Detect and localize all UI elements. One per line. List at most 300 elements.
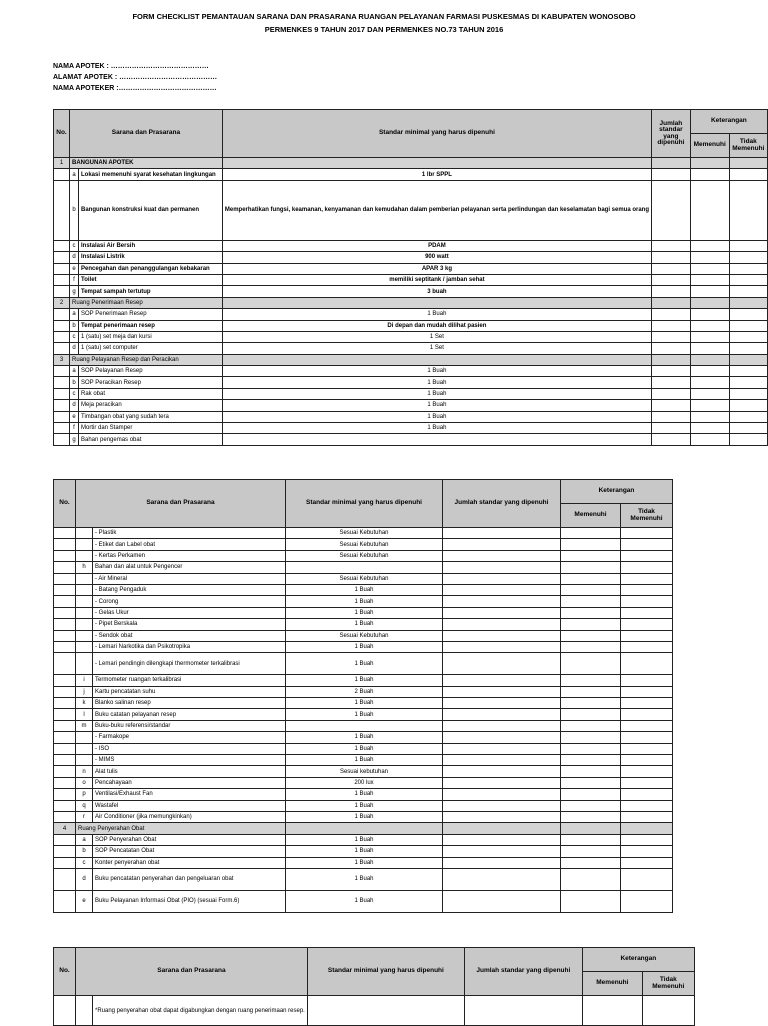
row-number — [54, 743, 76, 754]
table-row — [54, 274, 768, 285]
tidak-memenuhi-cell — [729, 274, 767, 285]
row-number — [54, 331, 70, 342]
jumlah-cell — [652, 411, 691, 422]
jumlah-cell — [652, 320, 691, 331]
header-standar: Standar minimal yang harus dipenuhi — [286, 480, 443, 528]
jumlah-cell — [443, 698, 561, 709]
empty-cell — [729, 158, 767, 169]
row-letter: d — [69, 400, 78, 411]
row-letter: d — [76, 868, 93, 890]
memenuhi-cell — [561, 698, 621, 709]
table-row — [54, 607, 673, 618]
tidak-memenuhi-cell — [729, 286, 767, 297]
nama-apotek-field: NAMA APOTEK : …………………………………… — [53, 63, 209, 70]
row-letter: i — [76, 675, 93, 686]
standard-value: 1 Buah — [286, 698, 443, 709]
table-row — [54, 180, 768, 240]
jumlah-cell — [443, 596, 561, 607]
memenuhi-cell — [561, 732, 621, 743]
empty-cell — [652, 158, 691, 169]
row-number — [54, 584, 76, 595]
row-number — [54, 252, 70, 263]
memenuhi-cell — [561, 550, 621, 561]
alamat-apotek-field: ALAMAT APOTEK : …………………………………… — [53, 74, 218, 81]
section-row — [54, 158, 768, 169]
section-label: Ruang Pelayanan Resep dan Peracikan — [69, 354, 222, 365]
memenuhi-cell — [690, 180, 729, 240]
item-label: Timbangan obat yang sudah tera — [79, 411, 223, 422]
tidak-memenuhi-cell — [621, 755, 673, 766]
empty-cell — [690, 297, 729, 308]
memenuhi-cell — [690, 411, 729, 422]
row-number — [54, 996, 76, 1026]
tidak-memenuhi-cell — [621, 800, 673, 811]
row-letter — [76, 743, 93, 754]
item-label: Mortir dan Stamper — [79, 423, 223, 434]
table-row — [54, 573, 673, 584]
tidak-memenuhi-cell — [729, 263, 767, 274]
memenuhi-cell — [561, 743, 621, 754]
row-number — [54, 607, 76, 618]
item-label: Lokasi memenuhi syarat kesehatan lingkungan — [79, 169, 223, 180]
row-number — [54, 834, 76, 845]
header-standar: Standar minimal yang harus dipenuhi — [307, 948, 464, 996]
memenuhi-cell — [561, 562, 621, 573]
row-number — [54, 309, 70, 320]
jumlah-cell — [443, 686, 561, 697]
row-letter: c — [69, 240, 78, 251]
standard-value: Sesuai Kebutuhan — [286, 528, 443, 539]
row-number — [54, 686, 76, 697]
standard-value: 1 Buah — [286, 800, 443, 811]
row-letter — [76, 630, 93, 641]
standard-value: memiliki septitank / jamban sehat — [222, 274, 651, 285]
item-label: SOP Penerimaan Resep — [79, 309, 223, 320]
table-row — [54, 811, 673, 822]
jumlah-cell — [443, 811, 561, 822]
row-number — [54, 423, 70, 434]
standard-value: Memperhatikan fungsi, keamanan, kenyamanan dan kemudahan dalam pemberian pelayanan serta perlindungan dan keselamatan bagi semua orang — [222, 180, 651, 240]
memenuhi-cell — [561, 846, 621, 857]
tidak-memenuhi-cell — [729, 343, 767, 354]
row-letter — [76, 584, 93, 595]
row-number — [54, 263, 70, 274]
empty-cell — [222, 354, 651, 365]
row-number — [54, 240, 70, 251]
tidak-memenuhi-cell — [729, 377, 767, 388]
row-number — [54, 800, 76, 811]
item-label: Pencahayaan — [93, 777, 286, 788]
standard-value: 1 Buah — [222, 366, 651, 377]
item-label: Ventilasi/Exhaust Fan — [93, 789, 286, 800]
row-letter: b — [76, 846, 93, 857]
empty-cell — [652, 297, 691, 308]
section-row — [54, 297, 768, 308]
header-memenuhi: Memenuhi — [582, 972, 642, 996]
row-number — [54, 868, 76, 890]
memenuhi-cell — [690, 320, 729, 331]
jumlah-cell — [652, 388, 691, 399]
item-label: - Kertas Perkamen — [93, 550, 286, 561]
jumlah-cell — [443, 584, 561, 595]
row-number — [54, 890, 76, 912]
header-keterangan: Keterangan — [582, 948, 694, 972]
row-letter: c — [76, 857, 93, 868]
standard-value — [286, 720, 443, 731]
standard-value: 1 Buah — [286, 732, 443, 743]
section-row — [54, 823, 673, 834]
table-row — [54, 732, 673, 743]
row-number — [54, 366, 70, 377]
row-number — [54, 550, 76, 561]
tidak-memenuhi-cell — [621, 596, 673, 607]
table-row — [54, 411, 768, 422]
table-row — [54, 686, 673, 697]
standard-value: 200 lux — [286, 777, 443, 788]
standard-value: 1 Buah — [222, 388, 651, 399]
item-label: Bahan dan alat untuk Pengencer — [93, 562, 286, 573]
item-label: - Sendok obat — [93, 630, 286, 641]
table-row — [54, 377, 768, 388]
jumlah-cell — [443, 743, 561, 754]
table-row — [54, 868, 673, 890]
table-row — [54, 596, 673, 607]
row-letter: b — [69, 180, 78, 240]
memenuhi-cell — [561, 811, 621, 822]
standard-value: 1 Buah — [286, 834, 443, 845]
jumlah-cell — [443, 857, 561, 868]
standard-value: 1 Buah — [286, 890, 443, 912]
jumlah-cell — [464, 996, 582, 1026]
row-number — [54, 180, 70, 240]
row-letter — [76, 550, 93, 561]
tidak-memenuhi-cell — [729, 309, 767, 320]
standard-value: 1 Buah — [286, 675, 443, 686]
row-letter: d — [69, 252, 78, 263]
standard-value: 1 Buah — [286, 811, 443, 822]
standard-value: 1 Buah — [286, 868, 443, 890]
tidak-memenuhi-cell — [621, 709, 673, 720]
jumlah-cell — [652, 274, 691, 285]
standard-value: Sesuai kebutuhan — [286, 766, 443, 777]
jumlah-cell — [443, 732, 561, 743]
row-letter — [76, 755, 93, 766]
row-letter: a — [76, 834, 93, 845]
row-letter: l — [76, 709, 93, 720]
table-row — [54, 528, 673, 539]
item-label: Rak obat — [79, 388, 223, 399]
item-label: Tempat penerimaan resep — [79, 320, 223, 331]
tidak-memenuhi-cell — [621, 777, 673, 788]
item-label: - Corong — [93, 596, 286, 607]
jumlah-cell — [652, 377, 691, 388]
tidak-memenuhi-cell — [621, 868, 673, 890]
tidak-memenuhi-cell — [621, 584, 673, 595]
jumlah-cell — [652, 400, 691, 411]
memenuhi-cell — [561, 653, 621, 675]
item-label: - Air Mineral — [93, 573, 286, 584]
item-label: Pencegahan dan penanggulangan kebakaran — [79, 263, 223, 274]
memenuhi-cell — [561, 641, 621, 652]
header-sarana: Sarana dan Prasarana — [76, 948, 308, 996]
item-label: - MIMS — [93, 755, 286, 766]
standard-value: 1 Buah — [286, 596, 443, 607]
tidak-memenuhi-cell — [642, 996, 694, 1026]
standard-value: 1 Buah — [286, 789, 443, 800]
item-label: Air Conditioner (jika memungkinkan) — [93, 811, 286, 822]
table-row — [54, 366, 768, 377]
memenuhi-cell — [561, 630, 621, 641]
row-letter: c — [69, 331, 78, 342]
tidak-memenuhi-cell — [621, 766, 673, 777]
row-letter: r — [76, 811, 93, 822]
standard-value — [307, 996, 464, 1026]
table-row — [54, 619, 673, 630]
row-number — [54, 766, 76, 777]
tidak-memenuhi-cell — [621, 720, 673, 731]
row-number — [54, 630, 76, 641]
table-row — [54, 834, 673, 845]
item-label: - Gelas Ukur — [93, 607, 286, 618]
jumlah-cell — [443, 619, 561, 630]
memenuhi-cell — [690, 423, 729, 434]
tidak-memenuhi-cell — [729, 423, 767, 434]
standard-value: 1 Buah — [286, 619, 443, 630]
item-label: Buku Pelayanan Informasi Obat (PIO) (sesuai Form.6) — [93, 890, 286, 912]
memenuhi-cell — [690, 377, 729, 388]
item-label: Bahan pengemas obat — [79, 434, 223, 445]
item-label: SOP Pencatatan Obat — [93, 846, 286, 857]
tidak-memenuhi-cell — [621, 619, 673, 630]
section-label: Ruang Penerimaan Resep — [69, 297, 222, 308]
jumlah-cell — [443, 777, 561, 788]
tidak-memenuhi-cell — [621, 607, 673, 618]
memenuhi-cell — [561, 857, 621, 868]
row-number — [54, 320, 70, 331]
standard-value: 1 Buah — [286, 607, 443, 618]
row-number: 2 — [54, 297, 70, 308]
item-label: SOP Peracikan Resep — [79, 377, 223, 388]
table-row — [54, 320, 768, 331]
empty-cell — [729, 297, 767, 308]
row-letter — [76, 619, 93, 630]
table-row — [54, 653, 673, 675]
row-number — [54, 720, 76, 731]
empty-cell — [222, 158, 651, 169]
row-letter: e — [76, 890, 93, 912]
row-letter: f — [69, 423, 78, 434]
table-row — [54, 388, 768, 399]
table-row — [54, 434, 768, 445]
row-letter — [76, 607, 93, 618]
standard-value: 1 Set — [222, 343, 651, 354]
document-subtitle: PERMENKES 9 TAHUN 2017 DAN PERMENKES NO.73 TAHUN 2016 — [264, 25, 504, 34]
jumlah-cell — [443, 630, 561, 641]
tidak-memenuhi-cell — [621, 686, 673, 697]
row-letter — [76, 641, 93, 652]
memenuhi-cell — [690, 434, 729, 445]
row-letter: h — [76, 562, 93, 573]
jumlah-cell — [652, 180, 691, 240]
tidak-memenuhi-cell — [729, 366, 767, 377]
jumlah-cell — [652, 263, 691, 274]
jumlah-cell — [652, 252, 691, 263]
empty-cell — [443, 823, 561, 834]
table-row — [54, 630, 673, 641]
item-label: Termometer ruangan terkalibrasi — [93, 675, 286, 686]
table-row — [54, 800, 673, 811]
item-label: - Lemari pendingin dilengkapi thermometer terkalibrasi — [93, 653, 286, 675]
memenuhi-cell — [561, 789, 621, 800]
jumlah-cell — [443, 709, 561, 720]
standard-value: 1 Set — [222, 331, 651, 342]
row-number — [54, 732, 76, 743]
row-number — [54, 755, 76, 766]
row-letter: j — [76, 686, 93, 697]
standard-value: 1 Buah — [286, 641, 443, 652]
standard-value: 1 Buah — [286, 584, 443, 595]
memenuhi-cell — [561, 584, 621, 595]
table-row — [54, 539, 673, 550]
row-letter: n — [76, 766, 93, 777]
memenuhi-cell — [561, 573, 621, 584]
row-number — [54, 653, 76, 675]
standard-value: 2 Buah — [286, 686, 443, 697]
memenuhi-cell — [690, 169, 729, 180]
standard-value: 1 Buah — [286, 709, 443, 720]
row-number — [54, 274, 70, 285]
jumlah-cell — [443, 846, 561, 857]
table-row — [54, 550, 673, 561]
row-letter: m — [76, 720, 93, 731]
row-number — [54, 400, 70, 411]
header-no: No. — [54, 948, 76, 996]
header-tidak-memenuhi: Tidak Memenuhi — [642, 972, 694, 996]
tidak-memenuhi-cell — [621, 539, 673, 550]
row-number — [54, 641, 76, 652]
item-label: - ISO — [93, 743, 286, 754]
table-row — [54, 996, 695, 1026]
row-number — [54, 619, 76, 630]
jumlah-cell — [443, 607, 561, 618]
row-letter — [76, 528, 93, 539]
table-row — [54, 641, 673, 652]
tidak-memenuhi-cell — [621, 890, 673, 912]
row-letter: a — [69, 169, 78, 180]
table-row — [54, 400, 768, 411]
tidak-memenuhi-cell — [729, 320, 767, 331]
header-memenuhi: Memenuhi — [561, 504, 621, 528]
tidak-memenuhi-cell — [621, 846, 673, 857]
row-letter: k — [76, 698, 93, 709]
table-row — [54, 263, 768, 274]
memenuhi-cell — [561, 890, 621, 912]
header-no: No. — [54, 110, 70, 158]
row-letter — [76, 732, 93, 743]
table-row — [54, 720, 673, 731]
row-letter: p — [76, 789, 93, 800]
item-label: SOP Pelayanan Resep — [79, 366, 223, 377]
memenuhi-cell — [690, 252, 729, 263]
row-number: 3 — [54, 354, 70, 365]
tidak-memenuhi-cell — [621, 743, 673, 754]
empty-cell — [222, 297, 651, 308]
table-row — [54, 777, 673, 788]
table-row — [54, 252, 768, 263]
jumlah-cell — [652, 286, 691, 297]
item-label: Tempat sampah tertutup — [79, 286, 223, 297]
tidak-memenuhi-cell — [729, 169, 767, 180]
memenuhi-cell — [582, 996, 642, 1026]
row-number: 4 — [54, 823, 76, 834]
row-number — [54, 596, 76, 607]
memenuhi-cell — [690, 286, 729, 297]
table-row — [54, 698, 673, 709]
row-number — [54, 789, 76, 800]
table-row — [54, 584, 673, 595]
table-row — [54, 846, 673, 857]
standard-value: Sesuai Kebutuhan — [286, 573, 443, 584]
tidak-memenuhi-cell — [621, 562, 673, 573]
jumlah-cell — [443, 800, 561, 811]
row-number — [54, 846, 76, 857]
empty-cell — [621, 823, 673, 834]
memenuhi-cell — [690, 343, 729, 354]
section-label: Ruang Penyerahan Obat — [76, 823, 286, 834]
jumlah-cell — [443, 562, 561, 573]
tidak-memenuhi-cell — [729, 252, 767, 263]
item-label: Buku pencatatan penyerahan dan pengeluaran obat — [93, 868, 286, 890]
row-letter — [76, 573, 93, 584]
jumlah-cell — [443, 789, 561, 800]
standard-value: 900 watt — [222, 252, 651, 263]
memenuhi-cell — [561, 777, 621, 788]
tidak-memenuhi-cell — [621, 698, 673, 709]
standard-value: Sesuai Kebutuhan — [286, 539, 443, 550]
memenuhi-cell — [561, 720, 621, 731]
jumlah-cell — [443, 675, 561, 686]
tidak-memenuhi-cell — [621, 811, 673, 822]
memenuhi-cell — [561, 528, 621, 539]
tidak-memenuhi-cell — [729, 411, 767, 422]
section-label: BANGUNAN APOTEK — [69, 158, 222, 169]
item-label: 1 (satu) set computer — [79, 343, 223, 354]
row-letter: e — [69, 263, 78, 274]
row-number — [54, 562, 76, 573]
standard-value: 1 Buah — [222, 423, 651, 434]
jumlah-cell — [443, 755, 561, 766]
row-letter — [76, 596, 93, 607]
item-label: Konter penyerahan obat — [93, 857, 286, 868]
jumlah-cell — [652, 169, 691, 180]
row-letter: d — [69, 343, 78, 354]
standard-value: 1 Buah — [222, 411, 651, 422]
row-letter: q — [76, 800, 93, 811]
standard-value — [222, 434, 651, 445]
empty-cell — [652, 354, 691, 365]
item-label: Alat tulis — [93, 766, 286, 777]
item-label: Instalasi Listrik — [79, 252, 223, 263]
row-letter: o — [76, 777, 93, 788]
standard-value: APAR 3 kg — [222, 263, 651, 274]
row-letter — [76, 996, 93, 1026]
header-jumlah: Jumlah standar yang dipenuhi — [464, 948, 582, 996]
row-letter: f — [69, 274, 78, 285]
table-row — [54, 890, 673, 912]
standard-value: 1 Buah — [286, 846, 443, 857]
row-number — [54, 857, 76, 868]
memenuhi-cell — [561, 709, 621, 720]
